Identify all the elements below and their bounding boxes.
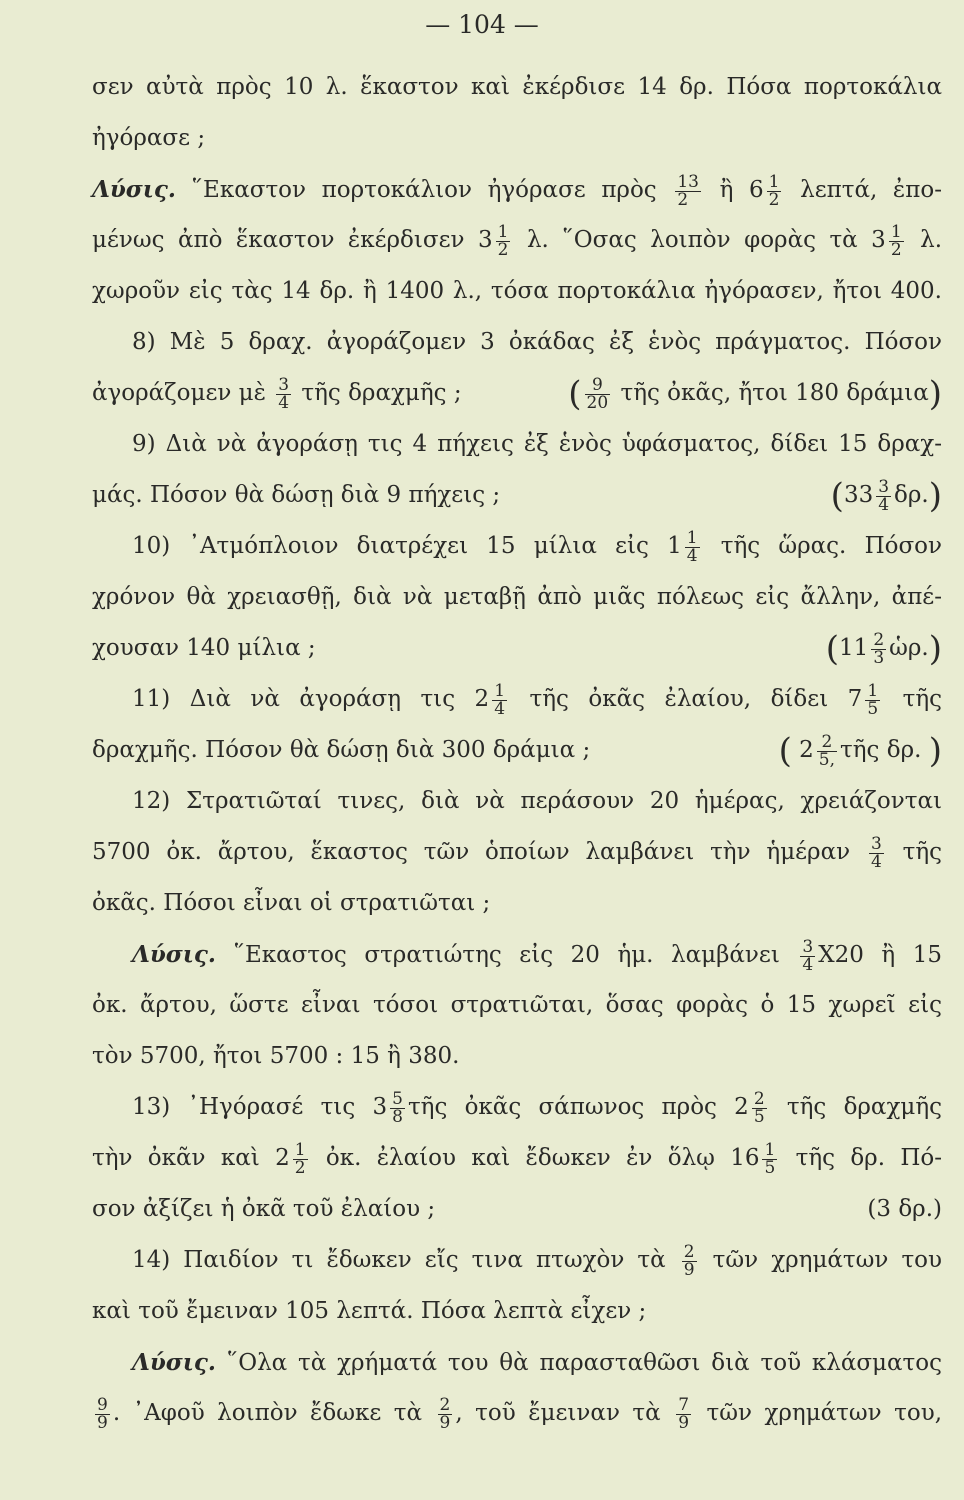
problem-13: 13) ᾿Ηγόρασέ τις 3 $\frac{5}{8}$ τῆς ὀκᾶς σάπωνος πρὸς 2 $\frac{2}{5}$ τῆς δραχμῆς	[132, 1088, 943, 1127]
solution-label: Λύσις.	[132, 941, 216, 968]
problem-11: 11) Διὰ νὰ ἀγοράσῃ τις 2 $\frac{1}{4}$ τῆς ὀκᾶς ἐλαίου, δίδει 7 $\frac{1}{5}$ τῆς	[132, 680, 943, 719]
fraction: $\frac{1}{2}$	[294, 1139, 306, 1178]
fraction: $\frac{1}{4}$	[686, 527, 698, 566]
text-line: $\frac{9}{9}$ . ᾿Αφοῦ λοιπὸν ἔδωκε τὰ $\frac{2}{9}$ , τοῦ ἔμειναν τὰ $\frac{7}{9}$ τῶν χρημάτων του,	[97, 1394, 943, 1433]
text-line: Λύσις. ῞Ολα τὰ χρήματά του θὰ παρασταθῶσι διὰ τοῦ κλάσματος	[132, 1349, 942, 1376]
fraction: $\frac{1}{2}$	[768, 171, 780, 210]
fraction: $\frac{5}{8}$	[392, 1088, 403, 1127]
page-text	[92, 62, 942, 1439]
problem-10: 10) ᾿Ατμόπλοιον διατρέχει 15 μίλια εἰς 1 $\frac{1}{4}$ τῆς ὥρας. Πόσον	[132, 527, 943, 566]
fraction: $\frac{9}{9}$	[97, 1394, 108, 1433]
fraction: $\frac{13}{2}$	[677, 171, 699, 210]
fraction: $\frac{3}{4}$	[870, 833, 882, 872]
text-line: ὀκ. ἄρτου, ὥστε εἶναι τόσοι στρατιῶται, ὅσας φορὰς ὁ 15 χωρεῖ εἰς	[92, 992, 942, 1018]
text-line: δραχμῆς. Πόσον θὰ δώσῃ διὰ 300 δράμια ; ( 2 $\frac{2}{5,}$ τῆς δρ. )	[92, 725, 942, 776]
problem-9: 9) Διὰ νὰ ἀγοράσῃ τις 4 πήχεις ἐξ ἑνὸς ὑφάσματος, δίδει 15 δραχ-	[132, 431, 942, 457]
fraction: $\frac{1}{2}$	[497, 221, 509, 260]
text-line: σον ἀξίζει ἡ ὀκᾶ τοῦ ἐλαίου ; (3 δρ.)	[92, 1184, 942, 1235]
text-line: χωροῦν εἰς τὰς 14 δρ. ἢ 1400 λ., τόσα πορτοκάλια ἠγόρασεν, ἤτοι 400.	[92, 278, 942, 304]
problem-14: 14) Παιδίον τι ἔδωκεν εἴς τινα πτωχὸν τὰ $\frac{2}{9}$ τῶν χρημάτων του	[132, 1241, 943, 1280]
answer: (33 $\frac{3}{4}$ δρ.)	[830, 476, 942, 516]
fraction: $\frac{1}{2}$	[890, 221, 902, 260]
answer: (3 δρ.)	[867, 1196, 942, 1222]
fraction: $\frac{3}{4}$	[802, 936, 814, 975]
text-line: μένως ἀπὸ ἕκαστον ἐκέρδισεν 3 $\frac{1}{2}$ λ. ῞Οσας λοιπὸν φορὰς τὰ 3 $\frac{1}{2}$ λ.	[92, 221, 943, 260]
problem-12: 12) Στρατιῶταί τινες, διὰ νὰ περάσουν 20 ἡμέρας, χρειάζονται	[132, 788, 942, 814]
fraction: $\frac{7}{9}$	[678, 1394, 690, 1433]
fraction: $\frac{1}{4}$	[494, 680, 506, 719]
solution-label: Λύσις.	[132, 1349, 216, 1376]
text-line: Λύσις. ῞Εκαστος στρατιώτης εἰς 20 ἡμ. λαμβάνει $\frac{3}{4}$ X20 ἢ 15	[132, 936, 943, 975]
text-line: χουσαν 140 μίλια ; (11 $\frac{2}{3}$ ὡρ.)	[92, 623, 942, 674]
text-line: ἠγόρασε ;	[92, 125, 206, 151]
page-number: — 104 —	[425, 10, 539, 39]
text-line: 5700 ὀκ. ἄρτου, ἕκαστος τῶν ὁποίων λαμβάνει τὴν ἡμέραν $\frac{3}{4}$ τῆς	[92, 833, 942, 872]
solution-label: Λύσις.	[92, 176, 176, 203]
text-line: ὀκᾶς. Πόσοι εἶναι οἱ στρατιῶται ;	[92, 890, 491, 916]
answer: ( 2 $\frac{2}{5,}$ τῆς δρ. )	[778, 731, 942, 771]
text-line: τὴν ὀκᾶν καὶ 2 $\frac{1}{2}$ ὀκ. ἐλαίου καὶ ἔδωκεν ἐν ὅλῳ 16 $\frac{1}{5}$ τῆς δρ. Πό-	[92, 1139, 942, 1178]
text-line: τὸν 5700, ἤτοι 5700 : 15 ἢ 380.	[92, 1043, 460, 1069]
fraction: $\frac{1}{5}$	[764, 1139, 776, 1178]
fraction: $\frac{1}{5}$	[867, 680, 879, 719]
text-line: σεν αὐτὰ πρὸς 10 λ. ἕκαστον καὶ ἐκέρδισε 14 δρ. Πόσα πορτοκάλια	[92, 74, 942, 100]
text-line: ἀγοράζομεν μὲ $\frac{3}{4}$ τῆς δραχμῆς ; ( $\frac{9}{20}$ τῆς ὀκᾶς, ἤτοι 180 δράμια)	[92, 368, 942, 419]
text-line: Λύσις. ῞Εκαστον πορτοκάλιον ἠγόρασε πρὸς $\frac{13}{2}$ ἢ 6 $\frac{1}{2}$ λεπτά, ἐπο-	[92, 171, 943, 210]
fraction: $\frac{2}{9}$	[683, 1241, 695, 1280]
text-line: χρόνον θὰ χρειασθῇ, διὰ νὰ μεταβῇ ἀπὸ μιᾶς πόλεως εἰς ἄλλην, ἀπέ-	[92, 584, 942, 610]
problem-8: 8) Μὲ 5 δραχ. ἀγοράζομεν 3 ὀκάδας ἐξ ἑνὸς πράγματος. Πόσον	[132, 329, 942, 355]
text-line: μάς. Πόσον θὰ δώσῃ διὰ 9 πήχεις ; (33 $\frac{3}{4}$ δρ.)	[92, 470, 942, 521]
fraction: $\frac{2}{9}$	[439, 1394, 451, 1433]
fraction: $\frac{2}{5}$	[753, 1088, 765, 1127]
fraction: $\frac{3}{4}$	[278, 374, 290, 413]
text-line: καὶ τοῦ ἔμειναν 105 λεπτά. Πόσα λεπτὰ εἶχεν ;	[92, 1298, 647, 1324]
answer: (11 $\frac{2}{3}$ ὡρ.)	[825, 629, 942, 669]
answer: ( $\frac{9}{20}$ τῆς ὀκᾶς, ἤτοι 180 δράμια)	[568, 374, 942, 414]
